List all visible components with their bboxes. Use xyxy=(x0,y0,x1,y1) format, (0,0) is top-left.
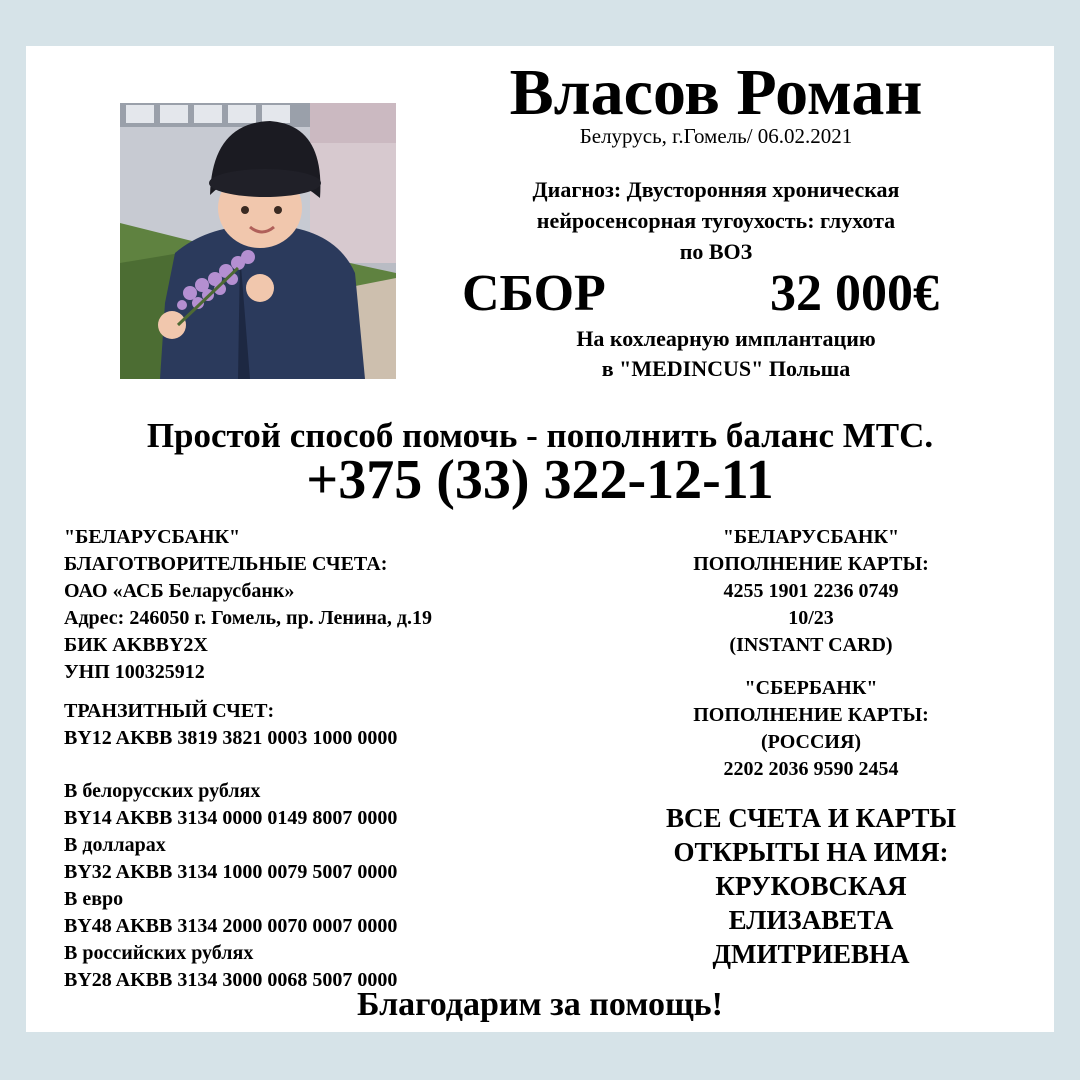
collection-label: СБОР xyxy=(462,265,606,322)
bank-line: ОАО «АСБ Беларусбанк» xyxy=(64,580,295,602)
transit-label: ТРАНЗИТНЫЙ СЧЕТ: xyxy=(64,700,275,722)
card1-line: 10/23 xyxy=(788,607,834,629)
bank-line: Адрес: 246050 г. Гомель, пр. Ленина, д.19 xyxy=(64,607,433,629)
fundraising-poster xyxy=(26,46,1054,1032)
owner-line: ОТКРЫТЫ НА ИМЯ: xyxy=(673,837,949,867)
child-photo-image xyxy=(120,103,396,379)
card1-line: (INSTANT CARD) xyxy=(729,634,893,656)
purpose-line: в "MEDINCUS" Польша xyxy=(601,356,851,381)
phone-number: +375 (33) 322-12-11 xyxy=(306,449,774,511)
account-number: BY14 AKBB 3134 0000 0149 8007 0000 xyxy=(64,807,398,829)
child-name: Власов Роман xyxy=(509,56,923,129)
owner-line: ВСЕ СЧЕТА И КАРТЫ xyxy=(666,803,956,833)
cards-column xyxy=(646,524,976,971)
diagnosis-line: по ВОЗ xyxy=(679,239,753,264)
card1-line: 4255 1901 2236 0749 xyxy=(723,580,899,602)
diagnosis-line: нейросенсорная тугоухость: глухота xyxy=(536,208,896,233)
bank-line: "БЕЛАРУСБАНК" xyxy=(64,526,241,548)
account-number: BY48 AKBB 3134 2000 0070 0007 0000 xyxy=(64,915,398,937)
owner-line: ДМИТРИЕВНА xyxy=(712,939,910,969)
account-currency: В евро xyxy=(64,888,124,910)
thanks-text: Благодарим за помощь! xyxy=(357,986,723,1023)
card2-line: ПОПОЛНЕНИЕ КАРТЫ: xyxy=(693,704,929,726)
diagnosis-line: Диагноз: Двусторонняя хроническая xyxy=(532,177,900,202)
help-text: Простой способ помочь - пополнить баланс МТС. xyxy=(146,416,934,455)
owner-line: ЕЛИЗАВЕТА xyxy=(728,905,894,935)
location-date: Белурусь, г.Гомель/ 06.02.2021 xyxy=(579,124,853,148)
transit-account: BY12 AKBB 3819 3821 0003 1000 0000 xyxy=(64,727,398,749)
card2-line: 2202 2036 9590 2454 xyxy=(723,758,899,780)
owner-line: КРУКОВСКАЯ xyxy=(715,871,907,901)
bank-line: БЛАГОТВОРИТЕЛЬНЫЕ СЧЕТА: xyxy=(64,553,388,575)
account-number: BY28 AKBB 3134 3000 0068 5007 0000 xyxy=(64,969,398,991)
bank-line: УНП 100325912 xyxy=(64,661,205,683)
bank-line: БИК AKBBY2X xyxy=(64,634,208,656)
account-number: BY32 AKBB 3134 1000 0079 5007 0000 xyxy=(64,861,398,883)
purpose-line: На кохлеарную имплантацию xyxy=(576,326,876,351)
card1-line: "БЕЛАРУСБАНК" xyxy=(722,526,900,548)
purpose xyxy=(456,324,996,384)
account-currency: В российских рублях xyxy=(64,942,254,964)
card1-line: ПОПОЛНЕНИЕ КАРТЫ: xyxy=(693,553,929,575)
account-currency: В белорусских рублях xyxy=(64,780,261,802)
child-photo xyxy=(120,103,396,379)
account-currency: В долларах xyxy=(64,834,166,856)
bank-accounts-column xyxy=(64,524,624,994)
card2-line: (РОССИЯ) xyxy=(760,731,862,753)
card2-line: "СБЕРБАНК" xyxy=(744,677,878,699)
diagnosis xyxy=(446,174,986,267)
account-owner xyxy=(646,801,976,971)
collection-amount: 32 000€ xyxy=(770,265,939,322)
